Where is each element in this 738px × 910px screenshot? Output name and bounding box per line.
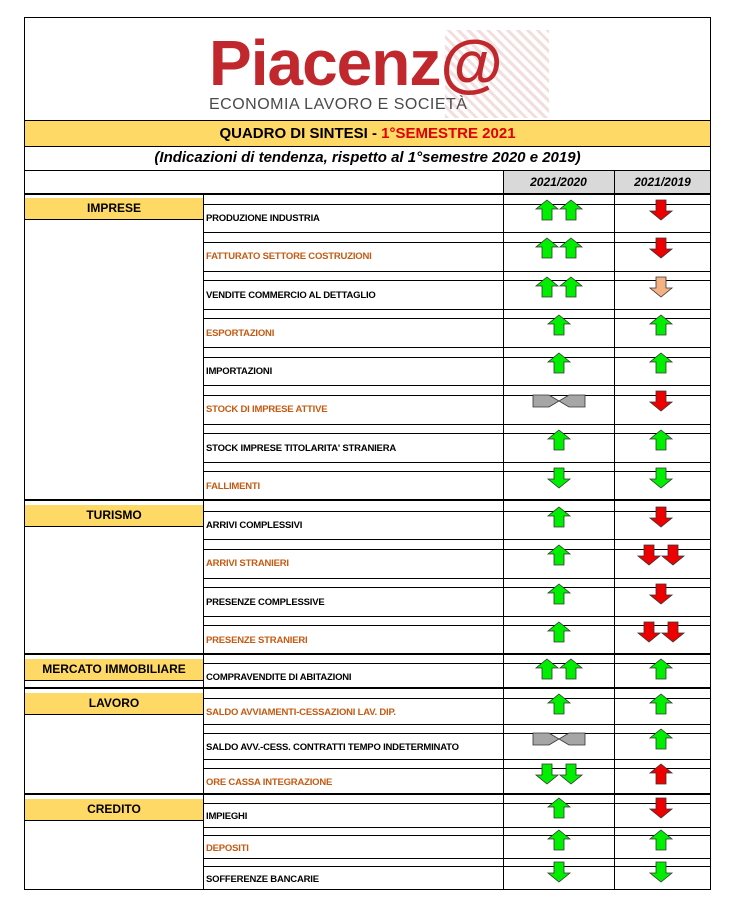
grid-line xyxy=(203,433,710,434)
page-subtitle: (Indicazioni di tendenza, rispetto al 1°semestre 2020 e 2019) xyxy=(154,149,581,166)
indicator-label: ESPORTAZIONI xyxy=(206,327,275,339)
grid-line xyxy=(203,578,710,579)
double-arrow-down-icon xyxy=(638,545,684,565)
grid-line xyxy=(614,170,615,194)
arrow-up-icon xyxy=(650,659,672,679)
grid-line xyxy=(203,858,710,859)
arrow-up-icon xyxy=(548,545,570,565)
arrows-stable-icon xyxy=(533,730,585,748)
grid-line xyxy=(503,795,504,890)
arrow-up-icon xyxy=(650,830,672,850)
arrow-down-green-icon xyxy=(650,862,672,882)
grid-line xyxy=(503,170,504,194)
grid-line xyxy=(25,120,710,121)
grid-line xyxy=(25,687,710,689)
grid-line xyxy=(203,232,710,233)
arrow-up-icon xyxy=(650,694,672,714)
grid-line xyxy=(203,511,710,512)
indicator-label: DEPOSITI xyxy=(206,842,249,854)
grid-line xyxy=(203,835,710,836)
grid-line xyxy=(25,170,710,171)
arrows-stable-icon xyxy=(533,392,585,410)
arrow-down-icon xyxy=(650,238,672,258)
grid-line xyxy=(25,680,203,681)
grid-line xyxy=(203,663,710,664)
arrow-up-red-icon xyxy=(650,764,672,784)
arrow-down-green-icon xyxy=(548,862,570,882)
arrow-up-icon xyxy=(548,353,570,373)
grid-line xyxy=(614,689,615,794)
arrow-down-icon xyxy=(650,584,672,604)
grid-line xyxy=(203,827,710,828)
arrow-up-icon xyxy=(548,622,570,642)
grid-line xyxy=(203,347,710,348)
grid-line xyxy=(203,689,204,794)
indicator-label: ARRIVI STRANIERI xyxy=(206,558,289,570)
grid-line xyxy=(203,616,710,617)
grid-line xyxy=(203,759,710,760)
grid-line xyxy=(25,499,710,501)
grid-line xyxy=(614,795,615,890)
page-title xyxy=(25,121,710,146)
indicator-label: ORE CASSA INTEGRAZIONE xyxy=(206,776,333,788)
indicator-label: COMPRAVENDITE DI ABITAZIONI xyxy=(206,671,352,683)
grid-line xyxy=(203,724,710,725)
grid-line xyxy=(203,204,710,205)
arrow-up-icon xyxy=(548,315,570,335)
grid-line xyxy=(203,768,710,769)
arrow-down-green-icon xyxy=(548,468,570,488)
section-label: IMPRESE xyxy=(25,198,203,219)
grid-line xyxy=(203,471,710,472)
grid-line xyxy=(614,655,615,688)
grid-line xyxy=(203,549,710,550)
arrow-up-icon xyxy=(548,584,570,604)
indicator-label: FALLIMENTI xyxy=(206,480,260,492)
arrow-up-icon xyxy=(548,430,570,450)
grid-line xyxy=(203,462,710,463)
indicator-label: ARRIVI COMPLESSIVI xyxy=(206,520,303,532)
grid-line xyxy=(203,795,204,890)
indicator-label: STOCK DI IMPRESE ATTIVE xyxy=(206,404,328,416)
grid-line xyxy=(25,889,710,890)
grid-line xyxy=(203,395,710,396)
grid-line xyxy=(203,309,710,310)
grid-line xyxy=(203,539,710,540)
grid-line xyxy=(25,146,710,147)
column-header-2021-2020: 2021/2020 xyxy=(503,171,614,193)
arrow-up-icon xyxy=(548,694,570,714)
arrow-up-icon xyxy=(548,507,570,527)
grid-line xyxy=(203,357,710,358)
section-label: TURISMO xyxy=(25,505,203,526)
grid-line xyxy=(203,242,710,243)
double-arrow-up-icon xyxy=(536,659,582,679)
double-arrow-down-icon xyxy=(638,622,684,642)
grid-line xyxy=(203,655,204,688)
arrow-up-icon xyxy=(650,315,672,335)
double-arrow-up-icon xyxy=(536,277,582,297)
arrow-down-icon xyxy=(650,391,672,411)
logo-text: Piacenz@ xyxy=(209,27,502,99)
grid-line xyxy=(203,271,710,272)
logo xyxy=(25,18,710,121)
arrow-up-icon xyxy=(650,430,672,450)
grid-line xyxy=(25,193,710,195)
arrow-up-icon xyxy=(548,798,570,818)
section-label: CREDITO xyxy=(25,799,203,820)
grid-line xyxy=(203,866,710,867)
indicator-label: FATTURATO SETTORE COSTRUZIONI xyxy=(206,251,372,263)
indicator-label: IMPORTAZIONI xyxy=(206,366,273,378)
grid-line xyxy=(203,625,710,626)
grid-line xyxy=(25,793,710,795)
indicator-label: IMPIEGHI xyxy=(206,810,248,822)
arrow-up-icon xyxy=(650,729,672,749)
indicator-label: SALDO AVVIAMENTI-CESSAZIONI LAV. DIP. xyxy=(206,706,396,718)
grid-line xyxy=(203,280,710,281)
arrow-down-icon xyxy=(650,507,672,527)
arrow-down-icon xyxy=(650,798,672,818)
grid-line xyxy=(203,587,710,588)
grid-line xyxy=(503,655,504,688)
logo-subtitle: ECONOMIA LAVORO E SOCIETÀ xyxy=(209,96,468,113)
grid-line xyxy=(203,385,710,386)
arrow-down-light-icon xyxy=(650,277,672,297)
grid-line xyxy=(503,689,504,794)
grid-line xyxy=(203,733,710,734)
arrow-down-icon xyxy=(650,200,672,220)
title-highlight: 1°SEMESTRE 2021 xyxy=(381,125,516,142)
grid-line xyxy=(203,318,710,319)
arrow-up-icon xyxy=(548,830,570,850)
grid-line xyxy=(25,219,203,220)
grid-line xyxy=(25,714,203,715)
indicator-label: PRODUZIONE INDUSTRIA xyxy=(206,213,320,225)
arrow-down-green-icon xyxy=(650,468,672,488)
grid-line xyxy=(25,526,203,527)
grid-line xyxy=(25,653,710,655)
indicator-label: PRESENZE COMPLESSIVE xyxy=(206,596,325,608)
grid-line xyxy=(203,424,710,425)
grid-line xyxy=(203,698,710,699)
indicator-label: PRESENZE STRANIERI xyxy=(206,634,308,646)
arrow-up-icon xyxy=(650,353,672,373)
indicator-label: SOFFERENZE BANCARIE xyxy=(206,874,319,886)
indicator-label: SALDO AVV.-CESS. CONTRATTI TEMPO INDETERMINATO xyxy=(206,741,459,753)
double-arrow-down-green-icon xyxy=(536,764,582,784)
title-prefix: QUADRO DI SINTESI - xyxy=(219,125,382,142)
indicator-label: STOCK IMPRESE TITOLARITA' STRANIERA xyxy=(206,442,397,454)
summary-sheet xyxy=(24,17,711,890)
indicator-label: VENDITE COMMERCIO AL DETTAGLIO xyxy=(206,289,376,301)
section-label: LAVORO xyxy=(25,693,203,714)
grid-line xyxy=(25,820,203,821)
double-arrow-up-icon xyxy=(536,238,582,258)
double-arrow-up-icon xyxy=(536,200,582,220)
column-header-2021-2019: 2021/2019 xyxy=(615,171,710,193)
grid-line xyxy=(203,803,710,804)
section-label: MERCATO IMMOBILIARE xyxy=(25,659,203,680)
